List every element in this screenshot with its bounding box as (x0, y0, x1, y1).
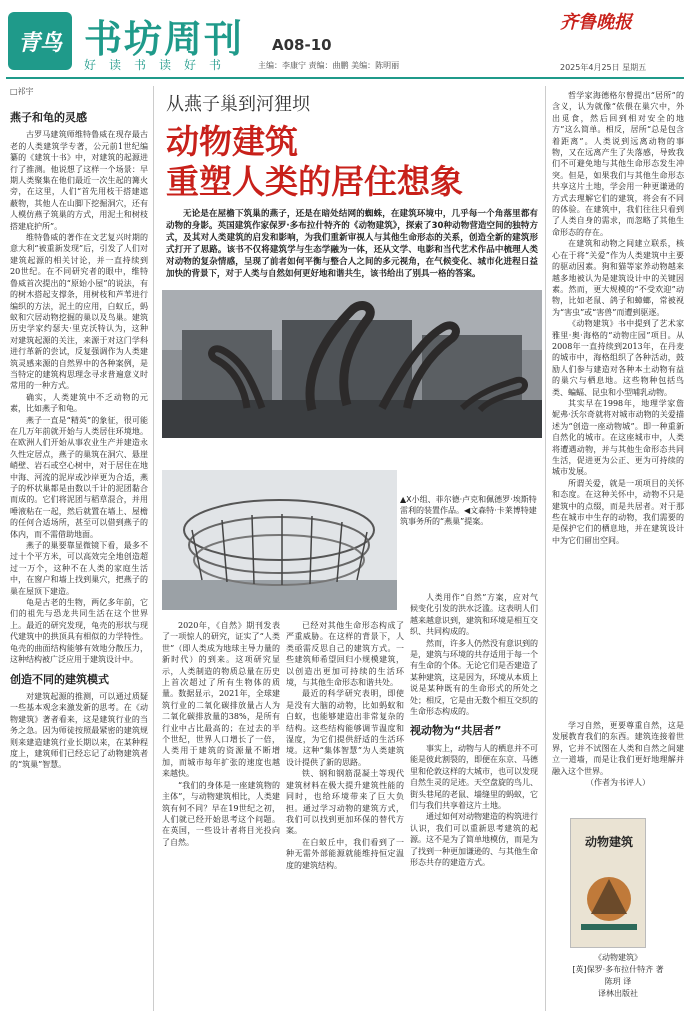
paragraph: 事实上，动物与人的栖息并不可能是彼此割裂的，即便在东京、马德里和伦敦这样的大城市，也可以发现自然生灵的足迹。天空盘旋的鸟儿、街头巷尾的老鼠、墙缝里的蚂蚁，它们与我们共享着这片土地。 (410, 743, 538, 810)
book-author: [英]保罗·多布拉什特齐 著 (572, 965, 664, 974)
logo: 青鸟 (8, 12, 72, 70)
lead-paragraph: 无论是在屋檐下筑巢的燕子，还是在暗处结网的蜘蛛，在建筑环境中，几乎每一个角落里都有动物的身影。英国建筑作家保罗·多布拉什特齐的《动物建筑》，探索了30种动物营造空间的独特方式，及其对人类建筑的启发和影响，为我们重新审视人与其他生命形态的关系，创造全新的建筑形式打开了思路。该书不仅将建筑学与生态学融为一体，还从文学、电影和当代艺术作品中梳理人类对动物的复杂情感，呈现了前者如何平衡与整合人之间的多元视角，在气候变化、城市化进程日益加快的背景下，对于人类与自然如何更好地和谐共生，该书给出了别具一格的答案。 (166, 209, 538, 279)
paragraph: 学习自然，更要尊重自然，这是发展教育我们的东西。建筑连接着世界，它并不试图在人类和自然之间建立一道墙，而是让我们更好地理解并融入这个世界。 (552, 721, 684, 776)
section-title: 书坊周刊 (84, 17, 245, 61)
kicker: 从燕子巢到河狸坝 (166, 94, 310, 115)
paragraph: 《动物建筑》书中提到了艺术家雅里·奥·海格的“动物庄园”项目。从2008年一直持续到2013年，在丹麦的城市中，海格组织了各种活动，鼓励人们参与建造对各种本土动物有益的巢穴与栖息地。这些物种包括鸟类、蝙蝠、昆虫和小型哺乳动物。 (552, 319, 684, 397)
byline: □祁宇 (10, 87, 34, 96)
headline-line-1: 动物建筑 (166, 122, 298, 161)
paragraph: 燕子一直是“精英”的象征，很可能在几万年前就开始与人类居住环境地。在欧洲人们开始从事农业生产并建造永久性定居点，燕子的巢筑在洞穴、悬崖峭壁、岩石或空心树中，对于居住在地中海、河流的泥岸或沙岸更为合适，燕子的杯状巢都是由数以千计的泥团黏合而成的。它们将泥团与稻草混合，并用唾液粘在一起，然后就置在墙上、屋檐的任何合适场所，甚至可以借到燕子的体内，而不需借助地面。 (10, 415, 148, 539)
paragraph: 维特鲁威的著作在文艺复兴时期的意大利“被重新发现”后，引发了人们对建筑起源的相关讨论，并一直持续到20世纪。在不同研究者的眼中，维特鲁威首次提出的“原始小屋”的说法，有的树木搭起支撑条，用树枝和芦苇进行编织的方法，泥土的应用，白蚁丘，蚂蚁和穴居动物挖掘的巢以及鸟巢。建筑历史学家约瑟夫·里克沃特认为，这种对建筑起源的关注，来源于对这门学科进行革新的尝试，反复强调作为人类建筑灵感来源的自然界中的各种案例，是当特定的建筑构思理念寻求普遍意义时常用的一种方式。 (10, 233, 148, 391)
dateline: 2025年4月25日 星期五 (560, 63, 647, 72)
column-divider (545, 86, 546, 1011)
paragraph: 最近的科学研究表明，即使是没有大脑的动物，比如蚂蚁和白蚁，也能够建造出非常复杂的结构。这些结构能够调节温度和湿度，为它们提供舒适的生活环境。这种“集体智慧”为人类建筑设计提供了新的思路。 (286, 689, 404, 767)
column-3 (286, 620, 404, 1012)
paragraph: 在白蚁丘中，我们看到了一种无需外部能源就能维持恒定温度的建筑结构。 (286, 837, 404, 870)
subhead-3: 视动物为“共居者” (410, 724, 502, 738)
paragraph: “我们的身体是一座建筑物的主体”，与动物建筑相比，人类建筑有何不同？早在19世纪之初，人们就已经开始思考这个问题。在英国，一些设计者将目光投向了自然。 (162, 780, 280, 847)
paragraph: 确实，人类建筑中不乏动物的元素，比如燕子和龟。 (10, 392, 148, 414)
paragraph: 然而，许多人仍然没有意识到的是，建筑与环境的共存适用于每一个有生命的个体。无论它们是否建造了某种建筑，这是因为，环境从本质上说是某种既有的生命形式的所处之处；相反，它是由无数个相互交织的生命形态构成的。 (410, 638, 538, 717)
paragraph: 已经对其他生命形态构成了严重威胁。在这样的背景下，人类亟需反思自己的建筑方式。一些建筑师希望回归小规模建筑，以创造出更加可持续的生活环境，与其他生命形态和谐共处。 (286, 621, 404, 688)
paragraph: 铁、钢和钢筋混凝土等现代建筑材料在极大提升建筑性能的同时，也给环境带来了巨大负担。通过学习动物的建筑方式，我们可以找到更加环保的替代方案。 (286, 769, 404, 836)
header-rule (6, 77, 684, 79)
book-info (552, 952, 684, 1000)
editors-line: 主编：李康宁 责编：曲鹏 美编：陈明丽 (258, 61, 400, 70)
paragraph: 所谓关爱，就是一项项目的关怀和态度。在这种关怀中，动物不只是建筑中的点缀，而是共居者。对于那些在城市中生存的动物，我们需要的是保护它们的栖息地，并在建筑设计中为它们留出空间。 (552, 478, 684, 545)
subhead-1: 燕子和龟的灵感 (10, 111, 87, 124)
photo-caption: ▲X小组、菲尔德·卢克和佩德罗·埃斯特雷利的装置作品。◀文森特·卡莱博特建筑事务所的“燕巢”提案。 (400, 495, 537, 526)
paragraph: 龟是古老的生物，两亿多年前，它们的祖先与恐龙共同生活在这个世界上。最近的研究发现，龟壳的形状与现代建筑中的拱顶具有相似的力学特性。龟壳的曲面结构能够有效地分散压力，这种结构被广泛应用于建筑设计中。 (10, 598, 148, 665)
book-translator: 陈玥 译 (604, 977, 632, 986)
headline-line-2: 重塑人类的居住想象 (166, 162, 463, 201)
column-4 (410, 592, 538, 1012)
paragraph: 对建筑起源的推测，可以通过质疑一些基本观念来激发新的思考。在《动物建筑》著者看来，这是建筑行业的当务之急。因为师徒按照最紧密的建筑规则来建造建筑行业长期以来，在某种程度上，建筑师们已经忘记了动物建筑者的“筑巢”智慧。 (10, 691, 148, 770)
photo-octopus-installation (162, 290, 542, 438)
book-cover (570, 818, 646, 948)
slogan: 好读书读好书 (84, 58, 235, 72)
column-5 (552, 90, 684, 718)
column-2 (162, 620, 280, 1012)
paragraph: 人类用作“自然”方案，应对气候变化引发的洪水泛滥。这表明人们越来越意识到，建筑和环境是相互交织、共同构成的。 (410, 593, 538, 637)
book-title: 《动物建筑》 (594, 953, 642, 962)
page-range: A08-10 (272, 36, 332, 54)
paragraph: 通过如何对动物建造的构筑进行认识，我们可以重新思考建筑的起源。这不是为了简单地模仿，而是为了找到一种更加谦逊的、与其他生命形态共存的建造方式。 (410, 812, 538, 867)
author-note: （作者为书评人） (586, 778, 650, 788)
column-divider (153, 86, 154, 1011)
paragraph: 古罗马建筑师维特鲁威在现存最古老的人类建筑学专著，公元前1世纪编纂的《建筑十书》中，对建筑的起源进行了推测。他说想了这样一个场景：早期人类聚集在他们最近一次生起的篝火旁，在这里，人们“首先用枝干搭建遮蔽物，其他人在山脚下挖掘洞穴，还有人模仿燕子筑巢的方式，用泥土和树枝搭建庇护所”。 (10, 130, 148, 231)
column-5-end (552, 720, 684, 802)
newspaper-name: 齐鲁晚报 (560, 12, 632, 33)
book-publisher: 译林出版社 (598, 989, 638, 998)
photo-swallow-nest-tower (162, 470, 397, 610)
cover-title: 动物建筑 (584, 835, 633, 849)
paragraph: 哲学家海德格尔曾提出“居所”的含义，认为就像“依偎在巢穴中，外出觅食，然后回到相对安全的地方”这么简单。相反，居所“总是包含着距离”。人类说到远离动物的事物，又在远离产生了失落感，导致我们不可避免地与其他生命形态发生冲突。但是，如果我们与其他生命形态共享这片土地，学会用一种更谦逊的方式去理解它们的建筑，将会有不同的体验。在建筑中，我们往往只看到了人类自身的需求，而忽略了其他生命形态的存在。 (552, 91, 684, 237)
paragraph: 2020年，《自然》期刊发表了一项惊人的研究，证实了“人类世”（即人类成为地球主导力量的新时代）的到来。这项研究显示，人类制造的物质总量在历史上首次超过了所有生物体的质量。数据显示，2021年，全球建筑行业的二氧化碳排放量占人为二氧化碳排放量的38%，是所有行业中占比最高的；在过去的半个世纪，世界人口增长了一倍，人类用于建筑的资源量不断增加，而城市每年扩张的速度也越来越快。 (162, 621, 280, 779)
paragraph: 燕子的巢要靠显微镜下看，最多不过十个平方米，可以高效完全地创造超过一万个，这种不在人类的家庭生活中，在窗户和墙上找到巢穴，把燕子的巢在屋顶下建造。 (10, 541, 148, 596)
masthead (0, 0, 690, 86)
paragraph: 其实早在1998年，地理学家詹妮弗·沃尔奇就将对城市动物的关爱描述为“创造一座动物城”。即一种重新自然化的城市。在这座城市中，人类将遭遇动物，并与其他生命形态共同生活，促进更为公正、更为可持续的城市发展。 (552, 398, 684, 477)
subhead-2: 创造不同的建筑模式 (10, 672, 109, 686)
paragraph: 在建筑和动物之间建立联系，核心在于将“关爱”作为人类建筑中主要的驱动因素。狗和猫等家养动物越来越多地被认为是建筑设计中的关键因素。然而，更大规模的“不受欢迎”动物，比如老鼠、鸽子和蟑螂，常被视为“害虫”或“害兽”而遭到驱逐。 (552, 239, 684, 317)
column-1 (10, 104, 148, 1009)
